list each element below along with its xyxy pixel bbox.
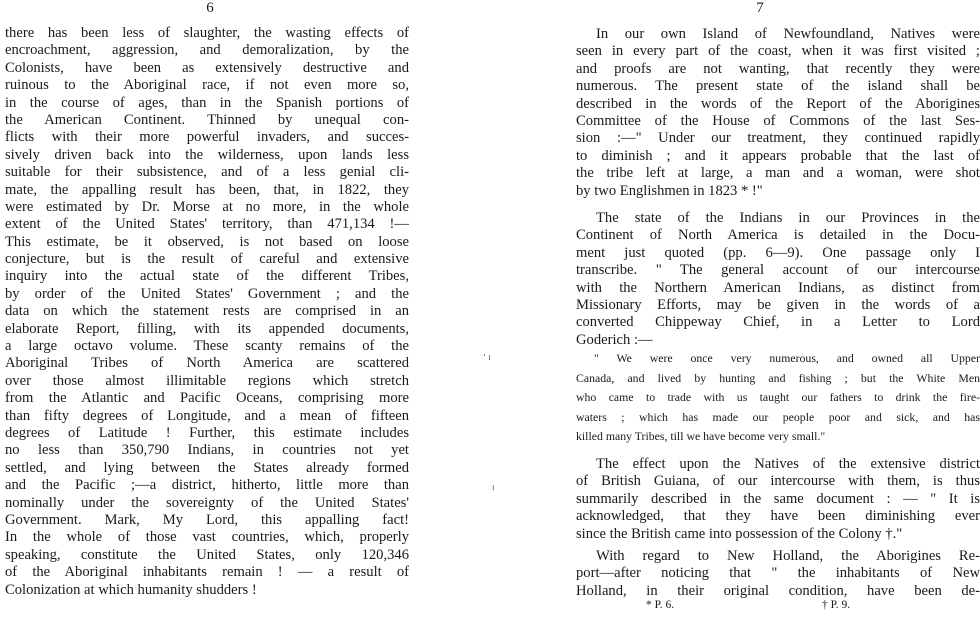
text-line: Holland, in their original condition, have been de- (576, 582, 980, 599)
text-line: and the Pacific ;—a district, hitherto, little more than (5, 477, 409, 494)
text-line: converted Chippeway Chief, in a Letter to Lord (576, 314, 980, 331)
quote-line: Canada, and lived by hunting and fishing ; but the White Men (576, 370, 980, 385)
paragraph-newfoundland (576, 26, 980, 200)
text-line: elaborate Report, filling, with its appended documents, (5, 320, 409, 337)
text-line: mate, the appalling result has been, that, in 1822, they (5, 181, 409, 198)
paragraph-new-holland (576, 548, 980, 600)
text-line: inquiry into the actual state of the different Tribes, (5, 268, 409, 285)
left-page (0, 0, 420, 618)
text-line: seen in every part of the coast, when it was first visited ; (576, 43, 980, 60)
text-line: of the Aboriginal inhabitants remain ! — a result of (5, 564, 409, 581)
text-line: summarily described in the same document : — " It is (576, 490, 980, 507)
text-line: In our own Island of Newfoundland, Natives were (596, 26, 980, 42)
text-line: nominally under the sovereignty of the United States' (5, 494, 409, 511)
text-line: degrees of Latitude ! Further, this estimate includes (5, 424, 409, 441)
quote-line: who came to trade with us taught our fathers to drink the fire- (576, 390, 980, 404)
text-line: speaking, constitute the United States, only 120,346 (5, 546, 409, 563)
text-line: settled, and lying between the States already formed (5, 459, 409, 476)
text-line: sion :—" Under our treatment, they continued rapidly (576, 130, 980, 147)
text-line: over those almost illimitable regions which stretch (5, 372, 409, 389)
text-line: a large octavo volume. These scanty remains of the (5, 338, 409, 355)
text-line: suitable for their subsistence, and of a less genial cli- (5, 164, 409, 181)
text-line: The effect upon the Natives of the extensive district (596, 456, 980, 472)
gutter-mark: ‘ ɪ (483, 352, 491, 362)
text-line: Continent of North America is detailed in the Docu- (576, 227, 980, 244)
text-line: to diminish ; and it appears probable that the last of (576, 147, 980, 164)
text-line: With regard to New Holland, the Aborigines Re- (596, 548, 980, 564)
text-line: and proofs are not wanting, that recently they were (576, 60, 980, 77)
text-line: Government. Mark, My Lord, this appalling fact! (5, 511, 409, 528)
text-line: described in the words of the Report of the Aborigines (576, 95, 980, 112)
text-line: with the Northern American Indians, as distinct from (576, 279, 980, 296)
footnote: † P. 9. (822, 599, 851, 611)
text-line: Colonization at which humanity shudders ! (5, 581, 257, 598)
paragraph-north-america (576, 210, 980, 349)
text-line: Missionary Efforts, may be given in the words of a (576, 296, 980, 313)
text-line: data on which the statement rests are comprised in an (5, 303, 409, 320)
quote-line: " We were once very numerous, and owned all Upper (594, 351, 980, 365)
gutter-mark: ɪ (492, 482, 495, 492)
text-line: there has been less of slaughter, the wasting effects of (5, 25, 409, 41)
left-page-text (5, 25, 409, 599)
text-line: flicts with their more powerful invaders, and succes- (5, 129, 409, 146)
text-line: Goderich :— (576, 331, 653, 348)
text-line: were estimated by Dr. Morse at no more, in the whole (5, 198, 409, 215)
text-line: the tribe left at large, a man and a woman, were shot (576, 165, 980, 182)
text-line: no less than 350,790 Indians, in countries not yet (5, 442, 409, 459)
text-line: ment just quoted (pp. 6—9). One passage only I (576, 244, 980, 261)
text-line: the American Continent. Thinned by unequal con- (5, 111, 409, 128)
page-number-left: 6 (206, 0, 214, 16)
text-line: in the course of ages, than in the Spanish portions of (5, 94, 409, 111)
footnote: * P. 6. (646, 599, 675, 611)
quote-line: waters ; which has made our people poor and sick, and has (576, 409, 980, 424)
text-line: conjecture, but is the result of careful and extensive (5, 251, 409, 268)
right-page (560, 0, 980, 618)
text-line: Colonists, have been as extensively destructive and (5, 59, 409, 76)
text-line: transcribe. " The general account of our intercourse (576, 262, 980, 279)
page-number-right: 7 (756, 0, 764, 16)
text-line: by two Englishmen in 1823 * !" (576, 182, 763, 199)
text-line: Aboriginal Tribes of North America are scattered (5, 355, 409, 372)
text-line: ruinous to the Aboriginal race, if not even more so, (5, 77, 409, 94)
text-line: encroachment, aggression, and demoralization, by the (5, 42, 409, 59)
text-line: This estimate, be it observed, is not based on loose (5, 233, 409, 250)
quote-line: killed many Tribes, till we have become very small." (576, 429, 826, 443)
text-line: extent of the United States' territory, than 471,134 !— (5, 216, 409, 233)
text-line: The state of the Indians in our Provinces in the (596, 210, 980, 226)
block-quote (576, 349, 980, 447)
text-line: of British Guiana, of our intercourse with them, is thus (576, 473, 980, 490)
text-line: sively driven back into the wilderness, upon lands less (5, 146, 409, 163)
text-line: In the whole of those vast countries, which, properly (5, 529, 409, 546)
text-line: numerous. The present state of the island shall be (576, 78, 980, 95)
text-line: since the British came into possession of the Colony †." (576, 525, 903, 542)
text-line: port—after noticing that " the inhabitants of New (576, 565, 980, 582)
paragraph-british-guiana (576, 456, 980, 543)
text-line: than fifty degrees of Longitude, and a mean of fifteen (5, 407, 409, 424)
text-line: by order of the United States' Government ; and the (5, 285, 409, 302)
text-line: from the Atlantic and Pacific Oceans, comprising more (5, 390, 409, 407)
text-line: Committee of the House of Commons of the last Ses- (576, 112, 980, 129)
text-line: acknowledged, that they have been diminishing ever (576, 508, 980, 525)
